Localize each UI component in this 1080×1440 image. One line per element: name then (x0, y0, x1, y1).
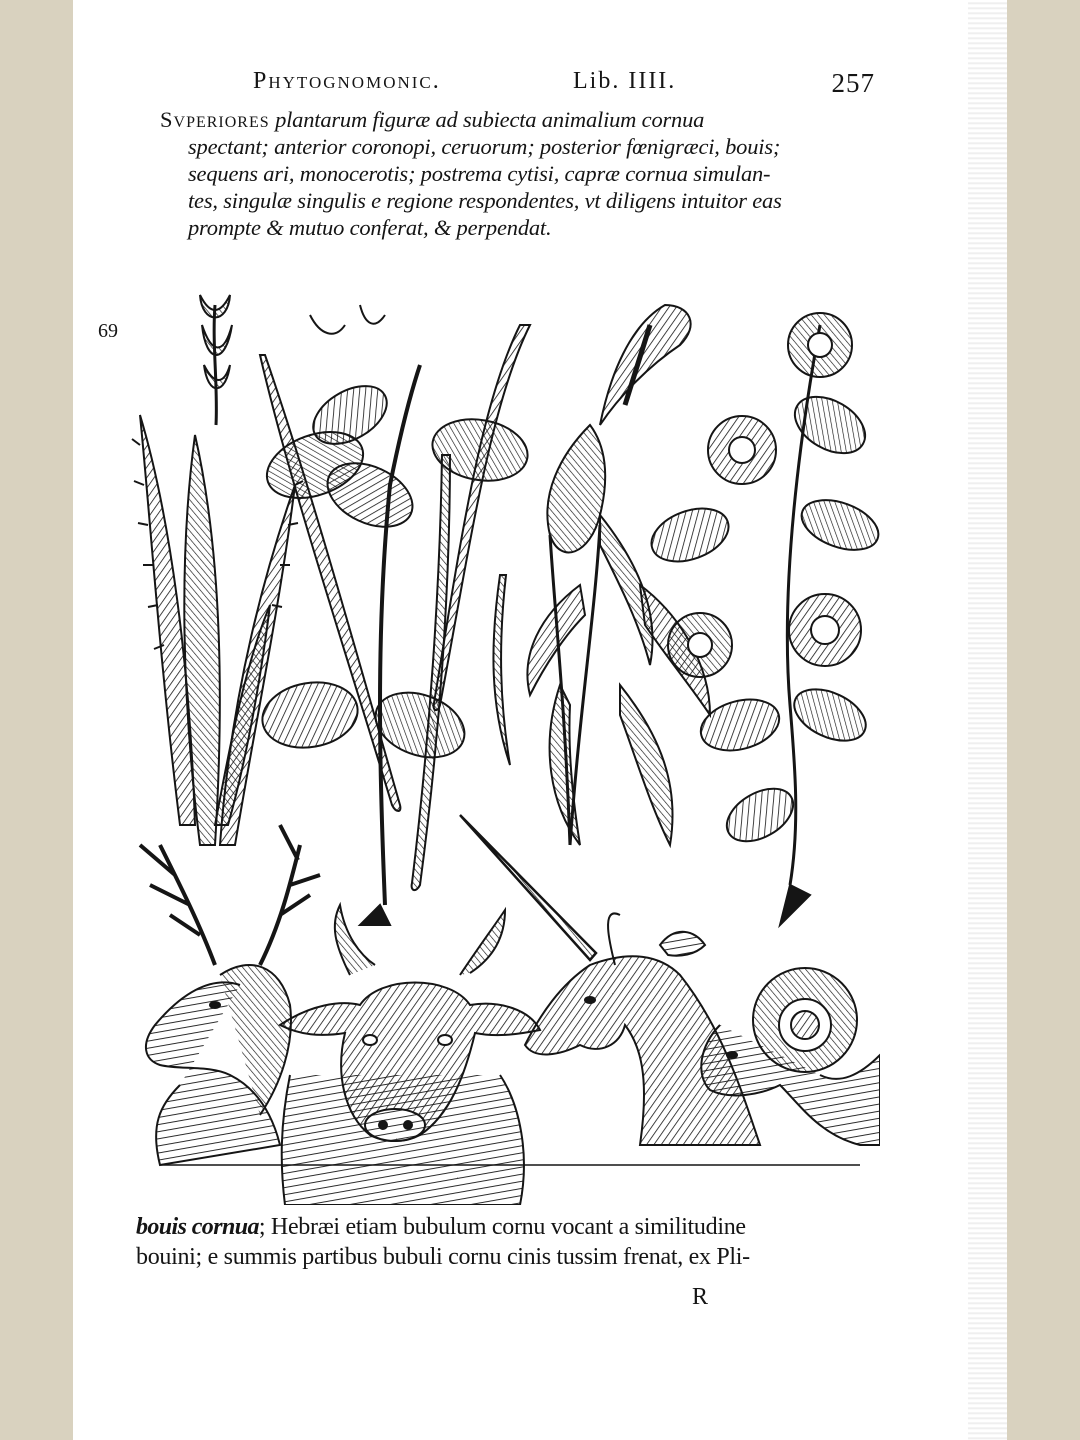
signature-mark: R (692, 1284, 709, 1310)
body-line (136, 1212, 881, 1242)
coronopus-plant (132, 295, 303, 845)
caption-line: sequens ari, monocerotis; postrema cytisi, capræ cornua simulan- (188, 161, 771, 186)
running-title: Phytognomonic. (253, 68, 441, 94)
caption-line: prompte & mutuo conferat, & perpendat. (188, 215, 552, 240)
cytisus-plant (644, 313, 880, 925)
book-number: Lib. IIII. (573, 68, 677, 94)
caption-line-text: plantarum figuræ ad subiecta animalium cornua (275, 107, 705, 132)
running-header (253, 68, 875, 102)
fenugreek-plant (257, 305, 532, 925)
caption-line: tes, singulæ singulis e regione respondentes, vt diligens intuitor eas (188, 188, 782, 213)
arum-plant (527, 305, 710, 845)
body-text (136, 1212, 881, 1272)
body-italic-phrase: bouis cornua (136, 1214, 259, 1240)
page-number: 257 (831, 68, 875, 98)
body-line-text: ; Hebræi etiam bubulum cornu vocant a similitudine (258, 1214, 746, 1240)
caption-line (160, 106, 880, 133)
caption-lead-word: Svperiores (160, 107, 270, 132)
caption-line: spectant; anterior coronopi, ceruorum; posterior fœnigræci, bouis; (188, 134, 781, 159)
body-line: bouini; e summis partibus bubuli cornu cinis tussim frenat, ex Pli- (136, 1244, 750, 1270)
page-edge-shadow (968, 0, 1007, 1440)
ox-head (280, 905, 540, 1205)
marginal-figure-number: 69 (98, 320, 118, 342)
woodcut-illustration (120, 285, 880, 1205)
figure-caption (160, 106, 880, 241)
